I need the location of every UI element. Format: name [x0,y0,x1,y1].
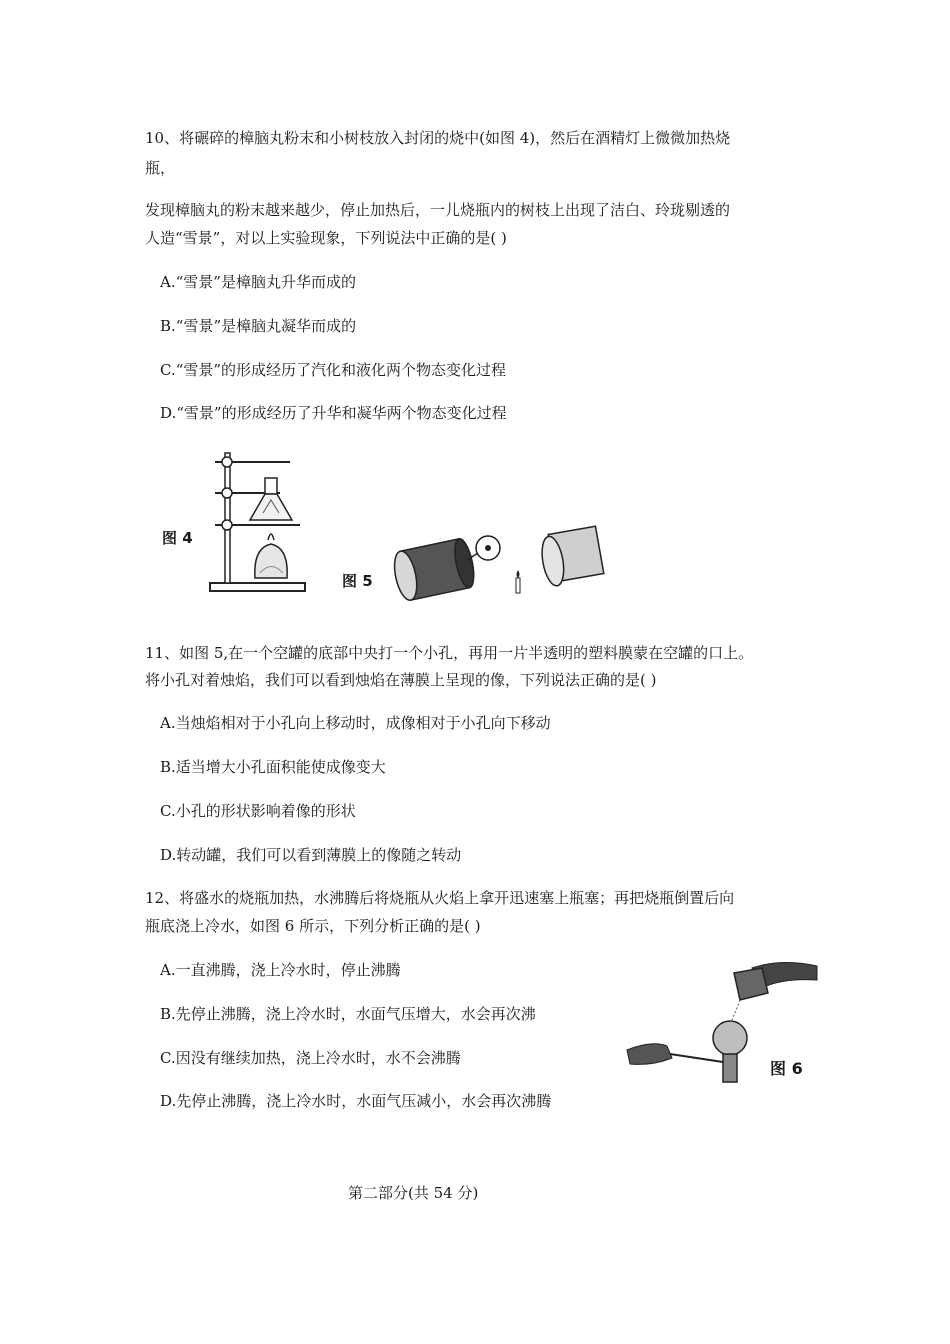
q12-stem-line2: 瓶底浇上冷水，如图 6 所示，下列分析正确的是( ) [145,917,481,935]
fig5-label: 图 5 [342,572,373,590]
q10-stem-line3: 发现樟脑丸的粉末越来越少，停止加热后，一儿烧瓶内的树枝上出现了洁白、玲珑剔透的 [145,201,731,219]
q11-option-a: A.当烛焰相对于小孔向上移动时，成像相对于小孔向下移动 [160,714,551,732]
fig5-can-candle-image [392,515,617,605]
q10-option-d: D.“雪景”的形成经历了升华和凝华两个物态变化过程 [160,404,507,422]
fig4-label: 图 4 [162,529,193,547]
q10-option-b: B.“雪景”是樟脑丸凝华而成的 [160,317,357,335]
q11-option-d: D.转动罐，我们可以看到薄膜上的像随之转动 [160,846,462,864]
q12-option-a: A.一直沸腾，浇上冷水时，停止沸腾 [160,961,401,979]
section-title: 第二部分(共 54 分) [348,1184,479,1202]
q10-option-a: A.“雪景”是樟脑丸升华而成的 [160,273,356,291]
q11-stem-line1: 11、如图 5,在一个空罐的底部中央打一个小孔，再用一片半透明的塑料膜蒙在空罐的口上。 [145,644,754,662]
fig6-label: 图 6 [770,1059,803,1078]
q12-option-b: B.先停止沸腾，浇上冷水时，水面气压增大，水会再次沸 [160,1005,536,1023]
q10-stem-line4: 人造“雪景”，对以上实验现象，下列说法中正确的是( ) [145,229,507,247]
q11-stem-line2: 将小孔对着烛焰，我们可以看到烛焰在薄膜上呈现的像，下列说法正确的是( ) [145,671,657,689]
q10-option-c: C.“雪景”的形成经历了汽化和液化两个物态变化过程 [160,361,507,379]
fig4-apparatus-image [205,448,310,603]
q10-stem-line1: 10、将碾碎的樟脑丸粉末和小树枝放入封闭的烧中(如图 4)，然后在酒精灯上微微加热烧 [145,129,731,147]
q11-option-c: C.小孔的形状影响着像的形状 [160,802,356,820]
q10-stem-line2: 瓶， [145,159,176,177]
q12-option-c: C.因没有继续加热，浇上冷水时，水不会沸腾 [160,1049,461,1067]
q11-option-b: B.适当增大小孔面积能使成像变大 [160,758,386,776]
q12-option-d: D.先停止沸腾，浇上冷水时，水面气压减小，水会再次沸腾 [160,1092,552,1110]
q12-stem-line1: 12、将盛水的烧瓶加热，水沸腾后将烧瓶从火焰上拿开迅速塞上瓶塞；再把烧瓶倒置后向 [145,889,735,907]
